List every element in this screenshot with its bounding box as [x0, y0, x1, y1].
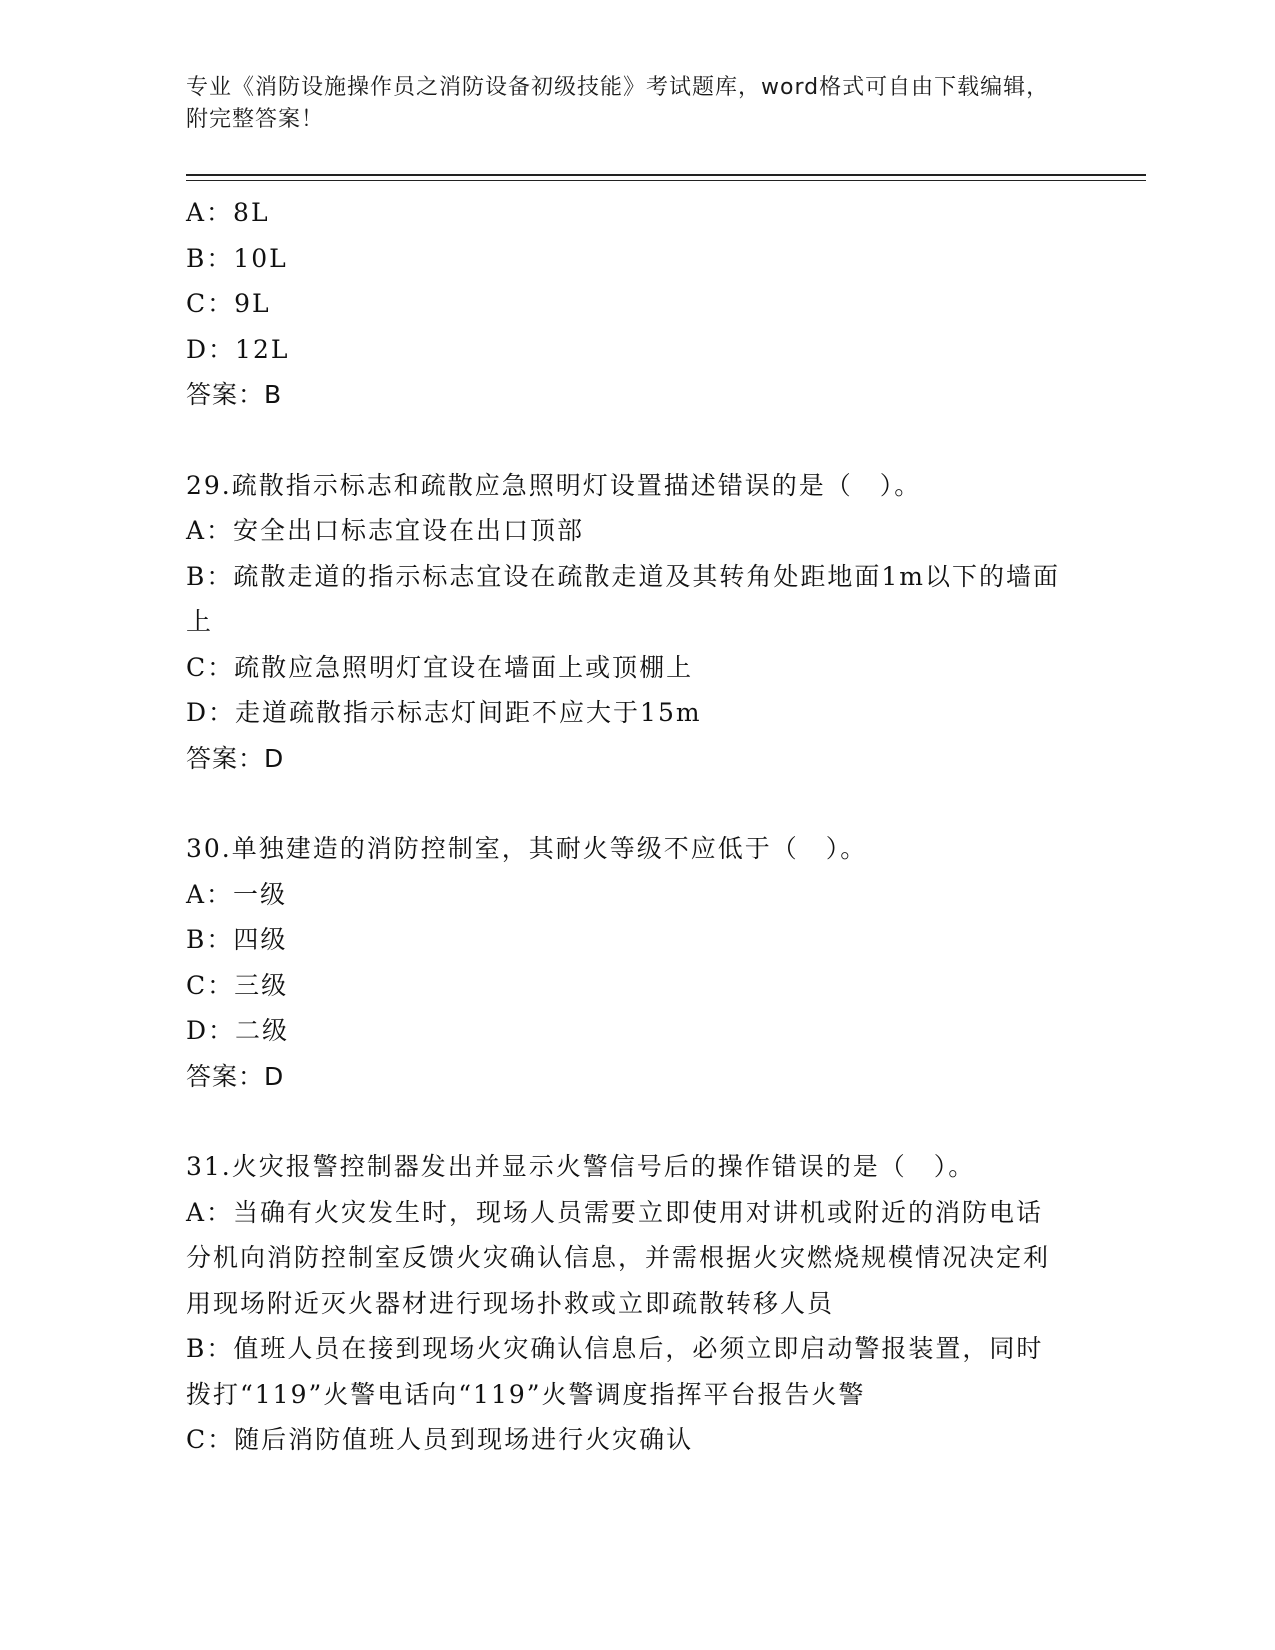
header-divider-thin: [186, 180, 1146, 181]
previous-question-block: [186, 190, 1066, 418]
question-text: 31.火灾报警控制器发出并显示火警信号后的操作错误的是（ ）。: [186, 1152, 976, 1181]
question-29: [186, 463, 1066, 782]
header-divider-thick: [186, 174, 1146, 176]
option-b: B：疏散走道的指示标志宜设在疏散走道及其转角处距地面1m以下的墙面上: [186, 561, 1060, 636]
option-b: B：10L: [186, 243, 288, 273]
option-c: C：随后消防值班人员到现场进行火灾确认: [186, 1425, 694, 1454]
option-c: C：三级: [186, 970, 289, 1000]
question-text: 30.单独建造的消防控制室，其耐火等级不应低于（ ）。: [186, 834, 868, 863]
option-c: C：9L: [186, 289, 271, 318]
option-d: D：二级: [186, 1016, 290, 1045]
option-c: C：疏散应急照明灯宜设在墙面上或顶棚上: [186, 652, 694, 682]
option-d: D：12L: [186, 334, 290, 364]
question-content: [186, 190, 1066, 1463]
answer: 答案：B: [186, 380, 283, 409]
answer: 答案：D: [186, 743, 285, 773]
question-30: [186, 826, 1066, 1099]
option-a: A：安全出口标志宜设在出口顶部: [186, 516, 585, 545]
answer: 答案：D: [186, 1061, 285, 1091]
option-a: A：当确有火灾发生时，现场人员需要立即使用对讲机或附近的消防电话分机向消防控制室反馈火灾确认信息，并需根据火灾燃烧规模情况决定利用现场附近灭火器材进行现场扑救或立即疏散转移人员: [186, 1197, 1051, 1318]
option-b: B：值班人员在接到现场火灾确认信息后，必须立即启动警报装置，同时拨打“119”火警电话向“119”火警调度指挥平台报告火警: [186, 1334, 1044, 1409]
option-d: D：走道疏散指示标志灯间距不应大于15m: [186, 698, 702, 727]
question-text: 29.疏散指示标志和疏散应急照明灯设置描述错误的是（ ）。: [186, 470, 922, 500]
option-a: A：8L: [186, 198, 270, 227]
document-header: 专业《消防设施操作员之消防设备初级技能》考试题库，word格式可自由下载编辑，附完整答案！: [186, 75, 1050, 132]
option-b: B：四级: [186, 925, 288, 954]
question-31: [186, 1144, 1066, 1463]
option-a: A：一级: [186, 879, 288, 909]
